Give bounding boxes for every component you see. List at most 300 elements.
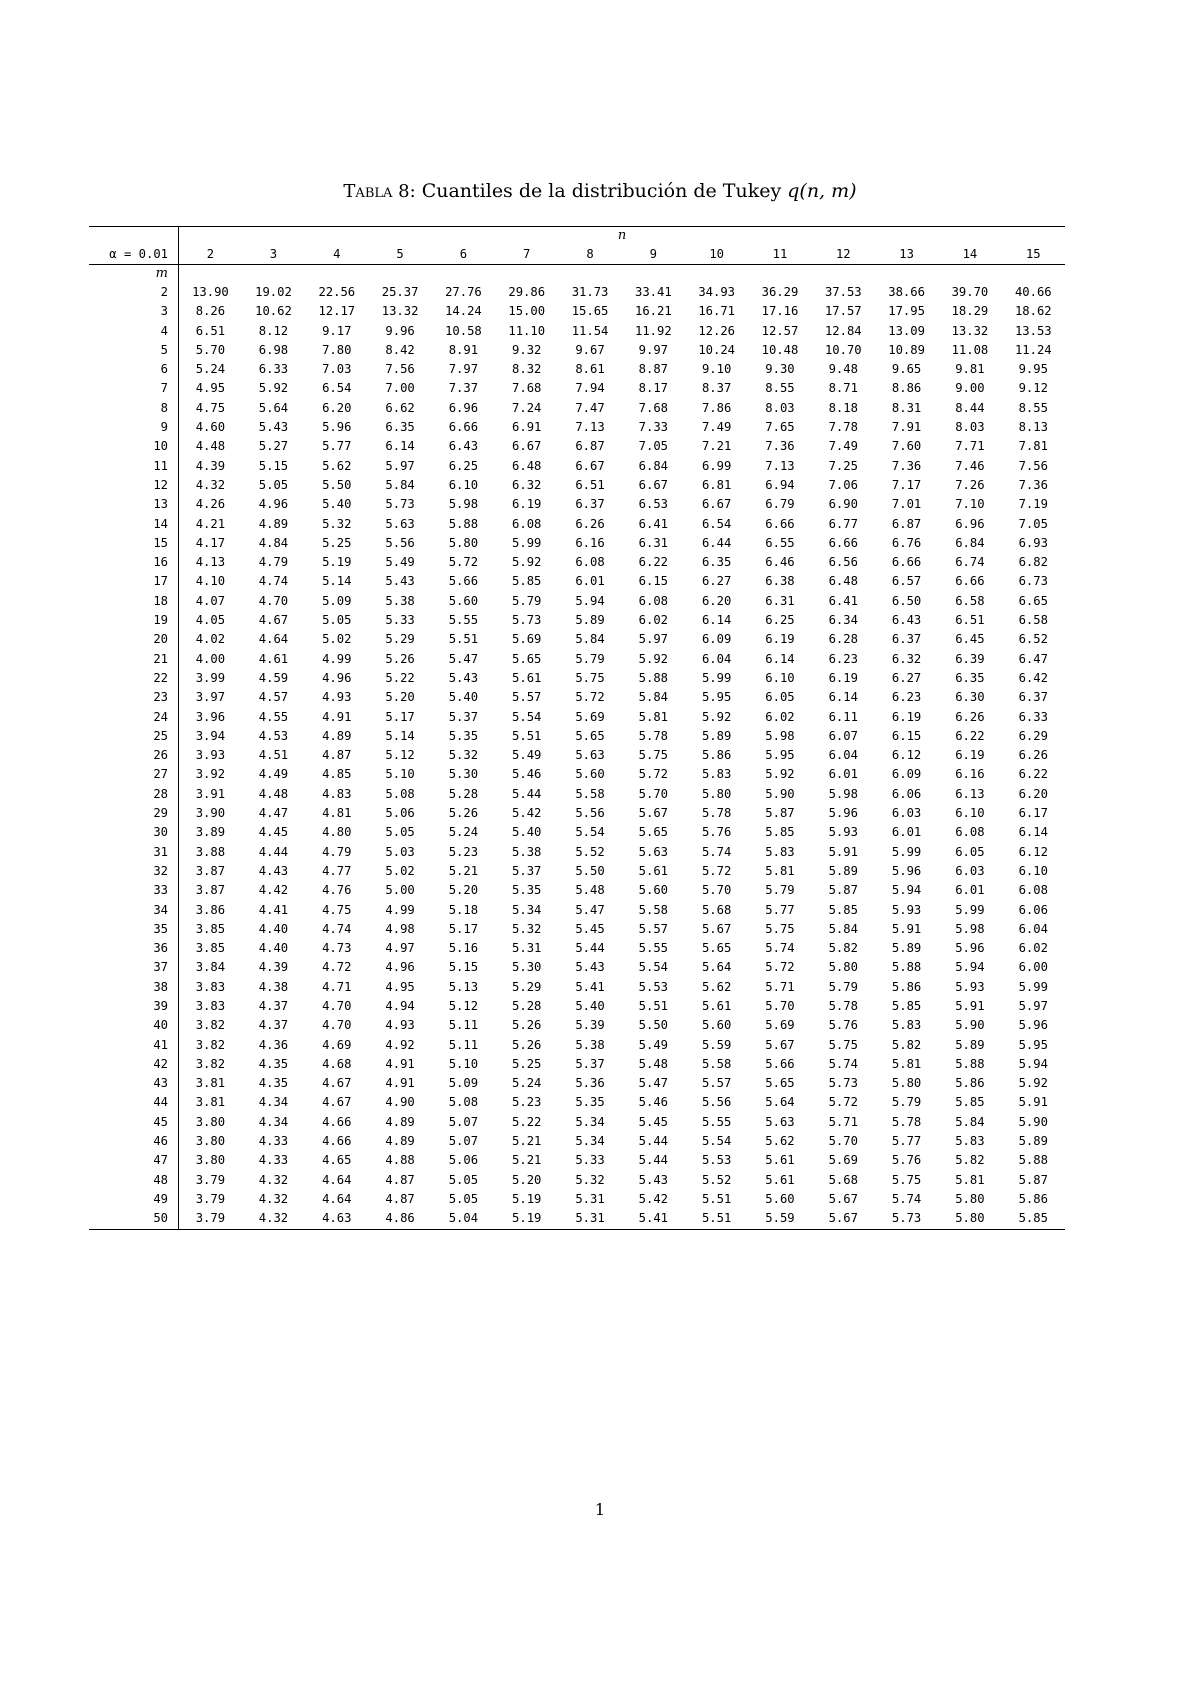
table-row bbox=[89, 476, 1065, 495]
table-cell: 7.91 bbox=[891, 420, 922, 435]
table-cell: 3.83 bbox=[195, 998, 226, 1013]
table-cell: 5.73 bbox=[828, 1076, 858, 1091]
row-label: 23 bbox=[89, 688, 179, 707]
table-cell: 8.03 bbox=[765, 400, 795, 415]
row-label: 31 bbox=[89, 843, 179, 862]
table-cell: 6.99 bbox=[701, 458, 732, 473]
table-cell: 5.77 bbox=[322, 439, 352, 454]
table-cell: 5.51 bbox=[638, 998, 669, 1013]
table-cell: 8.13 bbox=[1018, 420, 1048, 435]
table-cell: 5.60 bbox=[765, 1191, 795, 1206]
table-cell: 5.85 bbox=[1002, 1209, 1065, 1229]
table-row bbox=[89, 1190, 1065, 1209]
table-cell: 7.81 bbox=[1018, 439, 1048, 454]
table-cell: 5.73 bbox=[512, 613, 542, 628]
table-cell: 6.35 bbox=[701, 555, 732, 570]
table-cell: 5.63 bbox=[638, 844, 669, 859]
table-cell: 5.86 bbox=[891, 979, 922, 994]
table-cell: 5.37 bbox=[448, 709, 479, 724]
table-cell: 4.95 bbox=[195, 381, 226, 396]
table-cell: 5.44 bbox=[512, 786, 542, 801]
table-cell: 8.03 bbox=[955, 420, 985, 435]
table-row bbox=[89, 939, 1065, 958]
table-cell: 5.67 bbox=[638, 806, 669, 821]
table-cell: 5.67 bbox=[701, 921, 732, 936]
table-cell: 4.33 bbox=[258, 1134, 289, 1149]
table-cell: 6.02 bbox=[1018, 941, 1048, 956]
table-cell: 6.03 bbox=[891, 806, 922, 821]
column-header: 5 bbox=[368, 244, 431, 265]
table-cell: 5.71 bbox=[765, 979, 795, 994]
table-row bbox=[89, 592, 1065, 611]
table-cell: 6.12 bbox=[1018, 844, 1048, 859]
table-cell: 6.08 bbox=[575, 555, 605, 570]
table-cell: 5.89 bbox=[891, 941, 922, 956]
table-row bbox=[89, 804, 1065, 823]
table-cell: 4.96 bbox=[322, 670, 352, 685]
table-cell: 6.16 bbox=[955, 767, 985, 782]
table-cell: 5.95 bbox=[701, 690, 732, 705]
table-cell: 5.81 bbox=[891, 1056, 922, 1071]
table-cell: 5.91 bbox=[891, 921, 922, 936]
table-cell: 5.10 bbox=[385, 767, 415, 782]
table-cell: 5.78 bbox=[701, 806, 732, 821]
table-cell: 5.43 bbox=[575, 960, 605, 975]
table-cell: 7.13 bbox=[765, 458, 795, 473]
table-row bbox=[89, 1074, 1065, 1093]
table-row bbox=[89, 534, 1065, 553]
column-header: 6 bbox=[432, 244, 495, 265]
table-row bbox=[89, 1055, 1065, 1074]
table-cell: 5.26 bbox=[385, 651, 415, 666]
page-title bbox=[0, 180, 1200, 202]
table-cell: 5.25 bbox=[322, 535, 352, 550]
row-label: 7 bbox=[89, 379, 179, 398]
table-row bbox=[89, 997, 1065, 1016]
table-cell: 6.34 bbox=[828, 613, 858, 628]
table-cell: 3.86 bbox=[195, 902, 226, 917]
table-cell: 5.58 bbox=[575, 786, 605, 801]
table-cell: 5.72 bbox=[701, 863, 732, 878]
row-label: 26 bbox=[89, 746, 179, 765]
table-cell: 5.59 bbox=[701, 1037, 732, 1052]
table-cell: 3.83 bbox=[195, 979, 226, 994]
table-cell: 5.93 bbox=[891, 902, 922, 917]
column-header: 9 bbox=[622, 244, 685, 265]
table-cell: 5.63 bbox=[385, 516, 415, 531]
table-cell: 4.74 bbox=[258, 574, 289, 589]
row-label: 29 bbox=[89, 804, 179, 823]
table-cell: 6.91 bbox=[512, 420, 542, 435]
table-cell: 5.41 bbox=[575, 979, 605, 994]
table-cell: 5.50 bbox=[575, 863, 605, 878]
table-cell: 6.14 bbox=[828, 690, 858, 705]
table-cell: 9.65 bbox=[891, 362, 922, 377]
table-cell: 5.07 bbox=[448, 1134, 479, 1149]
table-cell: 5.50 bbox=[638, 1018, 669, 1033]
table-cell: 9.32 bbox=[512, 342, 542, 357]
table-cell: 29.86 bbox=[508, 285, 546, 299]
table-cell: 5.30 bbox=[512, 960, 542, 975]
table-cell: 5.70 bbox=[638, 786, 669, 801]
table-cell: 4.92 bbox=[385, 1037, 415, 1052]
table-cell: 5.61 bbox=[765, 1172, 795, 1187]
table-cell: 5.69 bbox=[765, 1018, 795, 1033]
table-cell: 11.08 bbox=[951, 342, 989, 357]
table-cell: 5.94 bbox=[575, 593, 605, 608]
table-cell: 9.17 bbox=[322, 323, 352, 338]
table-cell: 5.51 bbox=[512, 728, 542, 743]
table-cell: 5.94 bbox=[891, 883, 922, 898]
table-cell: 8.87 bbox=[638, 362, 669, 377]
table-cell: 6.45 bbox=[955, 632, 985, 647]
table-cell: 11.92 bbox=[635, 323, 672, 338]
table-cell: 5.87 bbox=[1018, 1172, 1048, 1187]
table-cell: 5.44 bbox=[575, 941, 605, 956]
table-row bbox=[89, 958, 1065, 977]
table-cell: 5.66 bbox=[448, 574, 479, 589]
table-cell: 5.46 bbox=[512, 767, 542, 782]
table-cell: 5.54 bbox=[638, 960, 669, 975]
table-cell: 4.85 bbox=[322, 767, 352, 782]
table-cell: 3.79 bbox=[179, 1209, 242, 1229]
table-cell: 5.91 bbox=[1018, 1095, 1048, 1110]
table-cell: 5.19 bbox=[512, 1191, 542, 1206]
table-cell: 6.25 bbox=[765, 613, 795, 628]
row-label: 33 bbox=[89, 881, 179, 900]
table-cell: 5.05 bbox=[385, 825, 415, 840]
table-cell: 5.10 bbox=[448, 1056, 479, 1071]
table-cell: 5.35 bbox=[448, 728, 479, 743]
table-cell: 4.51 bbox=[258, 748, 289, 763]
table-cell: 6.43 bbox=[448, 439, 479, 454]
table-cell: 4.71 bbox=[322, 979, 352, 994]
table-cell: 12.17 bbox=[318, 304, 356, 319]
table-cell: 5.83 bbox=[701, 767, 732, 782]
table-cell: 5.65 bbox=[512, 651, 542, 666]
table-cell: 6.44 bbox=[701, 535, 732, 550]
table-cell: 6.02 bbox=[638, 613, 669, 628]
table-cell: 4.63 bbox=[305, 1209, 368, 1229]
table-cell: 9.95 bbox=[1018, 362, 1048, 377]
table-row bbox=[89, 1093, 1065, 1112]
table-cell: 5.53 bbox=[638, 979, 669, 994]
table-cell: 5.85 bbox=[955, 1095, 985, 1110]
table-cell: 6.66 bbox=[891, 555, 922, 570]
table-cell: 5.54 bbox=[701, 1134, 732, 1149]
table-cell: 6.77 bbox=[828, 516, 858, 531]
table-cell: 6.07 bbox=[828, 728, 858, 743]
table-row bbox=[89, 1016, 1065, 1035]
table-cell: 6.23 bbox=[828, 651, 858, 666]
table-cell: 4.91 bbox=[385, 1076, 415, 1091]
table-row bbox=[89, 630, 1065, 649]
table-cell: 6.37 bbox=[891, 632, 922, 647]
table-cell: 5.27 bbox=[258, 439, 289, 454]
table-cell: 5.08 bbox=[385, 786, 415, 801]
table-cell: 6.04 bbox=[1018, 921, 1048, 936]
table-cell: 5.64 bbox=[765, 1095, 795, 1110]
table-cell: 4.84 bbox=[258, 535, 289, 550]
table-cell: 5.43 bbox=[385, 574, 415, 589]
table-cell: 4.65 bbox=[322, 1153, 352, 1168]
table-cell: 5.68 bbox=[701, 902, 732, 917]
table-cell: 6.62 bbox=[385, 400, 415, 415]
table-cell: 5.05 bbox=[322, 613, 352, 628]
table-cell: 6.51 bbox=[575, 477, 605, 492]
table-cell: 5.76 bbox=[891, 1153, 922, 1168]
table-cell: 6.82 bbox=[1018, 555, 1048, 570]
table-cell: 5.70 bbox=[765, 998, 795, 1013]
table-cell: 5.90 bbox=[765, 786, 795, 801]
table-cell: 6.67 bbox=[638, 477, 669, 492]
table-cell: 5.82 bbox=[955, 1153, 985, 1168]
table-cell: 3.81 bbox=[195, 1095, 226, 1110]
table-cell: 4.70 bbox=[322, 1018, 352, 1033]
table-cell: 4.32 bbox=[195, 477, 226, 492]
table-cell: 6.14 bbox=[701, 613, 732, 628]
row-label: 27 bbox=[89, 765, 179, 784]
table-cell: 5.28 bbox=[448, 786, 479, 801]
table-cell: 3.88 bbox=[195, 844, 226, 859]
table-cell: 6.19 bbox=[891, 709, 922, 724]
row-label: 25 bbox=[89, 727, 179, 746]
table-cell: 5.50 bbox=[322, 477, 352, 492]
table-cell: 5.49 bbox=[512, 748, 542, 763]
table-cell: 5.17 bbox=[448, 921, 479, 936]
table-cell: 7.00 bbox=[385, 381, 415, 396]
table-cell: 4.75 bbox=[322, 902, 352, 917]
table-cell: 5.36 bbox=[575, 1076, 605, 1091]
table-cell: 5.61 bbox=[638, 863, 669, 878]
row-label: 19 bbox=[89, 611, 179, 630]
table-cell: 8.71 bbox=[828, 381, 858, 396]
table-row bbox=[89, 823, 1065, 842]
table-cell: 5.56 bbox=[575, 806, 605, 821]
table-cell: 5.89 bbox=[1018, 1134, 1048, 1149]
row-label: 13 bbox=[89, 495, 179, 514]
table-cell: 5.04 bbox=[432, 1209, 495, 1229]
table-cell: 6.20 bbox=[1018, 786, 1048, 801]
table-cell: 5.85 bbox=[828, 902, 858, 917]
table-cell: 5.38 bbox=[512, 844, 542, 859]
row-label: 8 bbox=[89, 399, 179, 418]
table-cell: 5.30 bbox=[448, 767, 479, 782]
table-cell: 5.72 bbox=[448, 555, 479, 570]
table-cell: 4.10 bbox=[195, 574, 226, 589]
table-cell: 6.52 bbox=[1018, 632, 1048, 647]
table-cell: 5.47 bbox=[448, 651, 479, 666]
table-cell: 8.91 bbox=[448, 342, 479, 357]
table-cell: 4.96 bbox=[385, 960, 415, 975]
table-cell: 6.47 bbox=[1018, 651, 1048, 666]
table-cell: 13.90 bbox=[192, 285, 229, 299]
table-row bbox=[89, 437, 1065, 456]
table-cell: 4.69 bbox=[322, 1037, 352, 1052]
table-cell: 4.89 bbox=[385, 1134, 415, 1149]
table-cell: 6.08 bbox=[1018, 883, 1048, 898]
table-cell: 5.83 bbox=[955, 1134, 985, 1149]
table-row bbox=[89, 1036, 1065, 1055]
table-cell: 5.95 bbox=[765, 748, 795, 763]
table-cell: 7.56 bbox=[1018, 458, 1048, 473]
table-cell: 5.51 bbox=[448, 632, 479, 647]
table-cell: 9.96 bbox=[385, 323, 415, 338]
table-cell: 10.89 bbox=[888, 342, 925, 357]
table-cell: 6.65 bbox=[1018, 593, 1048, 608]
table-cell: 5.43 bbox=[258, 420, 289, 435]
table-cell: 5.33 bbox=[575, 1153, 605, 1168]
table-cell: 5.94 bbox=[955, 960, 985, 975]
table-cell: 6.31 bbox=[638, 535, 669, 550]
table-cell: 17.57 bbox=[824, 304, 862, 319]
row-label: 28 bbox=[89, 785, 179, 804]
table-cell: 5.63 bbox=[575, 748, 605, 763]
row-label: 36 bbox=[89, 939, 179, 958]
table-cell: 5.35 bbox=[575, 1095, 605, 1110]
table-cell: 5.35 bbox=[512, 883, 542, 898]
table-cell: 4.89 bbox=[322, 728, 352, 743]
table-cell: 6.19 bbox=[828, 670, 858, 685]
table-cell: 3.85 bbox=[195, 941, 226, 956]
table-cell: 5.98 bbox=[828, 786, 858, 801]
table-cell: 6.19 bbox=[955, 748, 985, 763]
table-cell: 5.88 bbox=[448, 516, 479, 531]
table-cell: 4.37 bbox=[258, 1018, 289, 1033]
table-cell: 4.66 bbox=[322, 1114, 352, 1129]
table-cell: 4.49 bbox=[258, 767, 289, 782]
table-cell: 5.40 bbox=[575, 998, 605, 1013]
table-cell: 5.14 bbox=[322, 574, 352, 589]
table-cell: 3.93 bbox=[195, 748, 226, 763]
table-cell: 5.42 bbox=[512, 806, 542, 821]
page-number: 1 bbox=[594, 1500, 606, 1519]
table-cell: 7.80 bbox=[322, 342, 352, 357]
table-cell: 5.99 bbox=[955, 902, 985, 917]
table-cell: 4.91 bbox=[385, 1056, 415, 1071]
table-cell: 6.79 bbox=[765, 497, 795, 512]
table-cell: 18.62 bbox=[1014, 304, 1052, 319]
table-cell: 4.97 bbox=[385, 941, 415, 956]
table-cell: 4.43 bbox=[258, 863, 289, 878]
table-cell: 5.81 bbox=[765, 863, 795, 878]
table-cell: 4.70 bbox=[322, 998, 352, 1013]
table-cell: 5.24 bbox=[448, 825, 479, 840]
table-cell: 25.37 bbox=[381, 285, 419, 299]
table-cell: 4.32 bbox=[258, 1172, 289, 1187]
table-cell: 6.08 bbox=[512, 516, 542, 531]
row-label: 21 bbox=[89, 650, 179, 669]
table-cell: 6.39 bbox=[955, 651, 985, 666]
table-cell: 5.69 bbox=[828, 1153, 858, 1168]
table-cell: 5.96 bbox=[1018, 1018, 1048, 1033]
table-row bbox=[89, 341, 1065, 360]
table-cell: 4.88 bbox=[385, 1153, 415, 1168]
table-cell: 6.28 bbox=[828, 632, 858, 647]
table-cell: 10.24 bbox=[698, 342, 735, 357]
table-cell: 6.93 bbox=[1018, 535, 1048, 550]
table-cell: 12.84 bbox=[824, 323, 862, 338]
table-row bbox=[89, 360, 1065, 379]
table-row bbox=[89, 515, 1065, 534]
table-cell: 10.62 bbox=[255, 304, 292, 319]
table-cell: 6.25 bbox=[448, 458, 479, 473]
table-cell: 4.48 bbox=[195, 439, 226, 454]
row-label: 32 bbox=[89, 862, 179, 881]
table-cell: 4.93 bbox=[322, 690, 352, 705]
table-cell: 5.23 bbox=[512, 1095, 542, 1110]
table-cell: 6.32 bbox=[891, 651, 922, 666]
table-row bbox=[89, 978, 1065, 997]
table-cell: 5.76 bbox=[701, 825, 732, 840]
row-label: 40 bbox=[89, 1016, 179, 1035]
table-cell: 5.58 bbox=[638, 902, 669, 917]
table-cell: 5.97 bbox=[1018, 998, 1048, 1013]
table-cell: 5.79 bbox=[891, 1095, 922, 1110]
table-row bbox=[89, 920, 1065, 939]
row-label: 2 bbox=[89, 283, 179, 302]
table-cell: 5.60 bbox=[638, 883, 669, 898]
table-cell: 5.42 bbox=[638, 1191, 669, 1206]
table-cell: 5.46 bbox=[638, 1095, 669, 1110]
table-cell: 5.65 bbox=[575, 728, 605, 743]
table-cell: 5.16 bbox=[448, 941, 479, 956]
table-cell: 16.71 bbox=[698, 304, 735, 319]
table-cell: 10.58 bbox=[445, 323, 482, 338]
table-cell: 6.19 bbox=[512, 497, 542, 512]
table-row bbox=[89, 1113, 1065, 1132]
table-cell: 4.35 bbox=[258, 1076, 289, 1091]
table-cell: 4.95 bbox=[385, 979, 415, 994]
table-cell: 5.14 bbox=[385, 728, 415, 743]
table-cell: 5.19 bbox=[322, 555, 352, 570]
table-cell: 5.75 bbox=[765, 921, 795, 936]
table-cell: 5.85 bbox=[765, 825, 795, 840]
table-cell: 3.80 bbox=[195, 1114, 226, 1129]
table-cell: 5.60 bbox=[701, 1018, 732, 1033]
table-cell: 4.02 bbox=[195, 632, 226, 647]
table-cell: 7.05 bbox=[638, 439, 669, 454]
table-cell: 6.38 bbox=[765, 574, 795, 589]
table-cell: 6.29 bbox=[1018, 728, 1048, 743]
table-cell: 5.57 bbox=[638, 921, 669, 936]
title-text: Cuantiles de la distribución de Tukey bbox=[421, 180, 782, 202]
table-cell: 3.79 bbox=[195, 1191, 226, 1206]
table-cell: 4.59 bbox=[258, 670, 289, 685]
table-cell: 27.76 bbox=[445, 285, 482, 299]
table-cell: 5.22 bbox=[385, 670, 415, 685]
table-cell: 3.79 bbox=[195, 1172, 226, 1187]
table-cell: 5.81 bbox=[638, 709, 669, 724]
table-cell: 4.61 bbox=[258, 651, 289, 666]
table-cell: 6.09 bbox=[701, 632, 732, 647]
table-cell: 5.08 bbox=[448, 1095, 479, 1110]
table-cell: 5.99 bbox=[1018, 979, 1048, 994]
table-cell: 5.77 bbox=[765, 902, 795, 917]
table-row bbox=[89, 379, 1065, 398]
table-cell: 6.04 bbox=[701, 651, 732, 666]
table-cell: 3.90 bbox=[195, 806, 226, 821]
table-cell: 5.41 bbox=[622, 1209, 685, 1229]
table-cell: 6.55 bbox=[765, 535, 795, 550]
table-cell: 3.82 bbox=[195, 1018, 226, 1033]
table-cell: 6.53 bbox=[638, 497, 669, 512]
row-label: 22 bbox=[89, 669, 179, 688]
table-cell: 5.34 bbox=[512, 902, 542, 917]
table-cell: 4.21 bbox=[195, 516, 226, 531]
table-cell: 4.13 bbox=[195, 555, 226, 570]
table-cell: 6.01 bbox=[891, 825, 922, 840]
